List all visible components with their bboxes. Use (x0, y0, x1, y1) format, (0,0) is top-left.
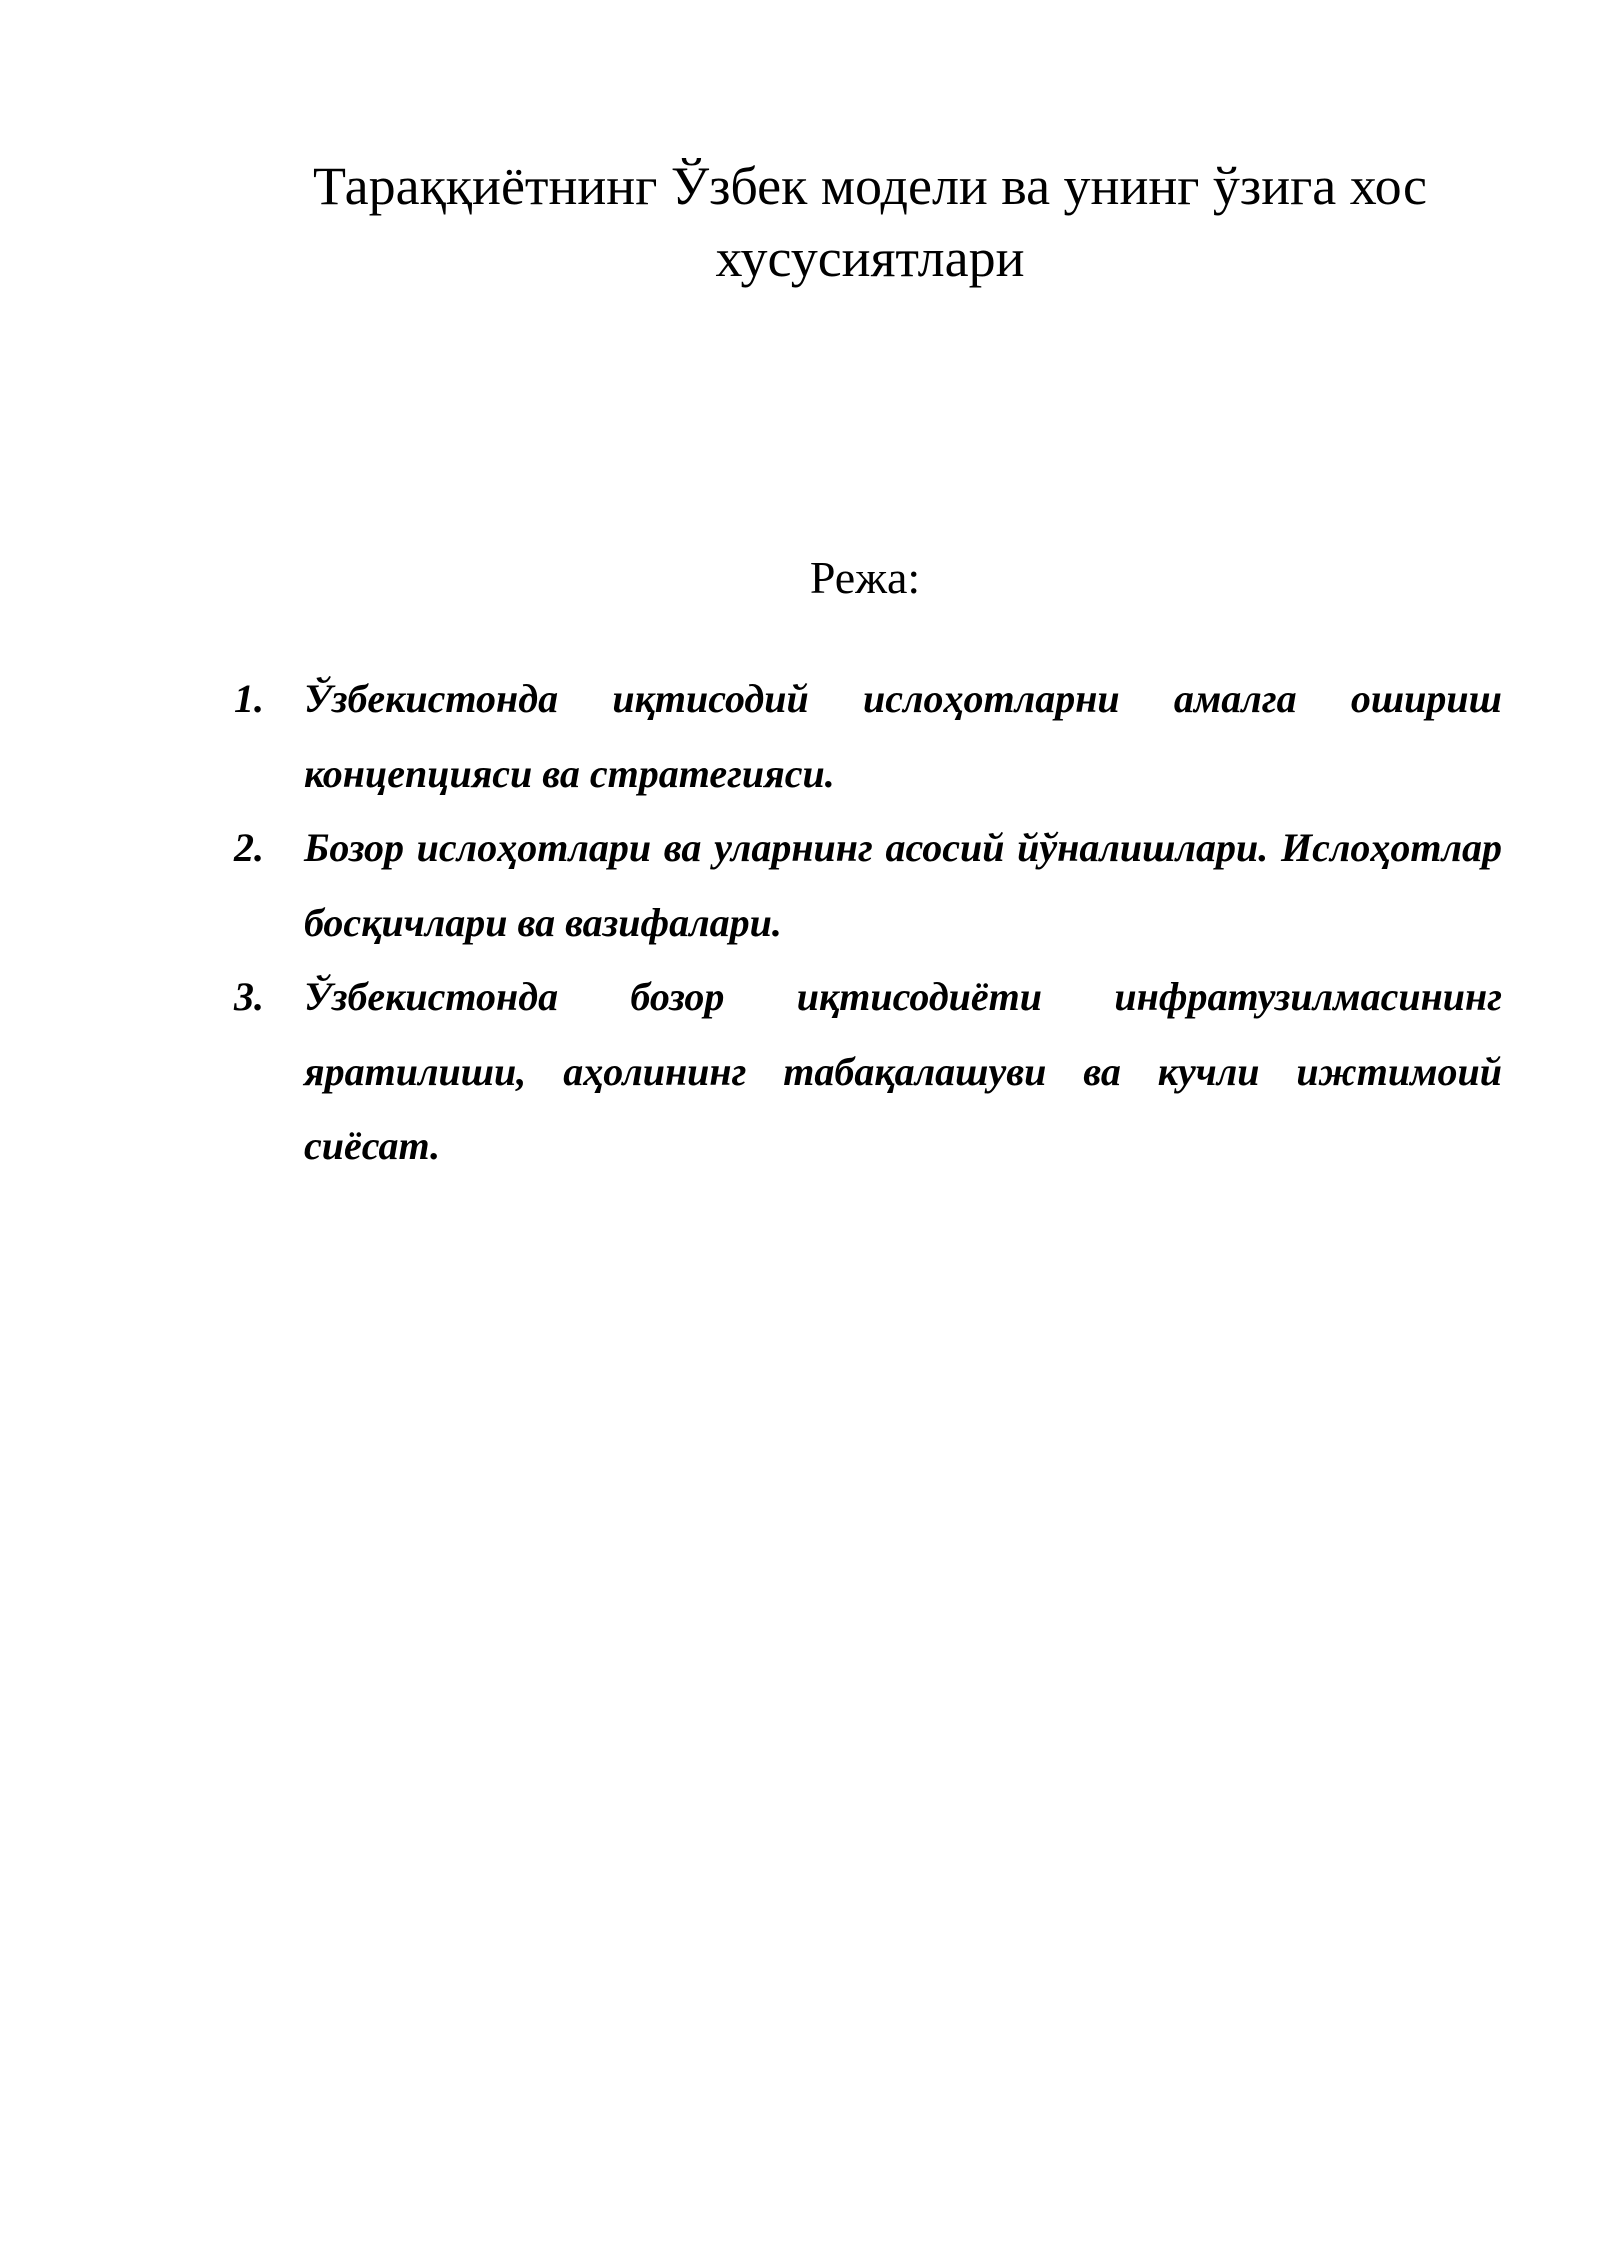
plan-item-1 (234, 662, 1502, 811)
plan-item-2 (234, 811, 1502, 960)
plan-item-text: Ўзбекистонда иқтисодий ислоҳотларни амалга ошириш концепцияси ва стратегияси. (304, 676, 1502, 796)
document-title: Тараққиётнинг Ўзбек модели ва унинг ўзига хос хусусиятлари (313, 156, 1427, 288)
plan-item-text: Ўзбекистонда бозор иқтисодиёти инфратузилмасининг яратилиши, аҳолининг табақалашуви ва кучли ижтимоий сиёсат. (304, 974, 1502, 1168)
plan-item-text: Бозор ислоҳотлари ва уларнинг асосий йўналишлари. Ислоҳотлар босқичлари ва вазифалари. (304, 825, 1502, 945)
plan-item-number: 3. (234, 974, 264, 1019)
plan-list (234, 662, 1502, 1184)
plan-heading: Режа: (809, 552, 921, 603)
plan-item-number: 1. (234, 676, 264, 721)
plan-item-3 (234, 960, 1502, 1184)
plan-item-number: 2. (234, 825, 264, 870)
